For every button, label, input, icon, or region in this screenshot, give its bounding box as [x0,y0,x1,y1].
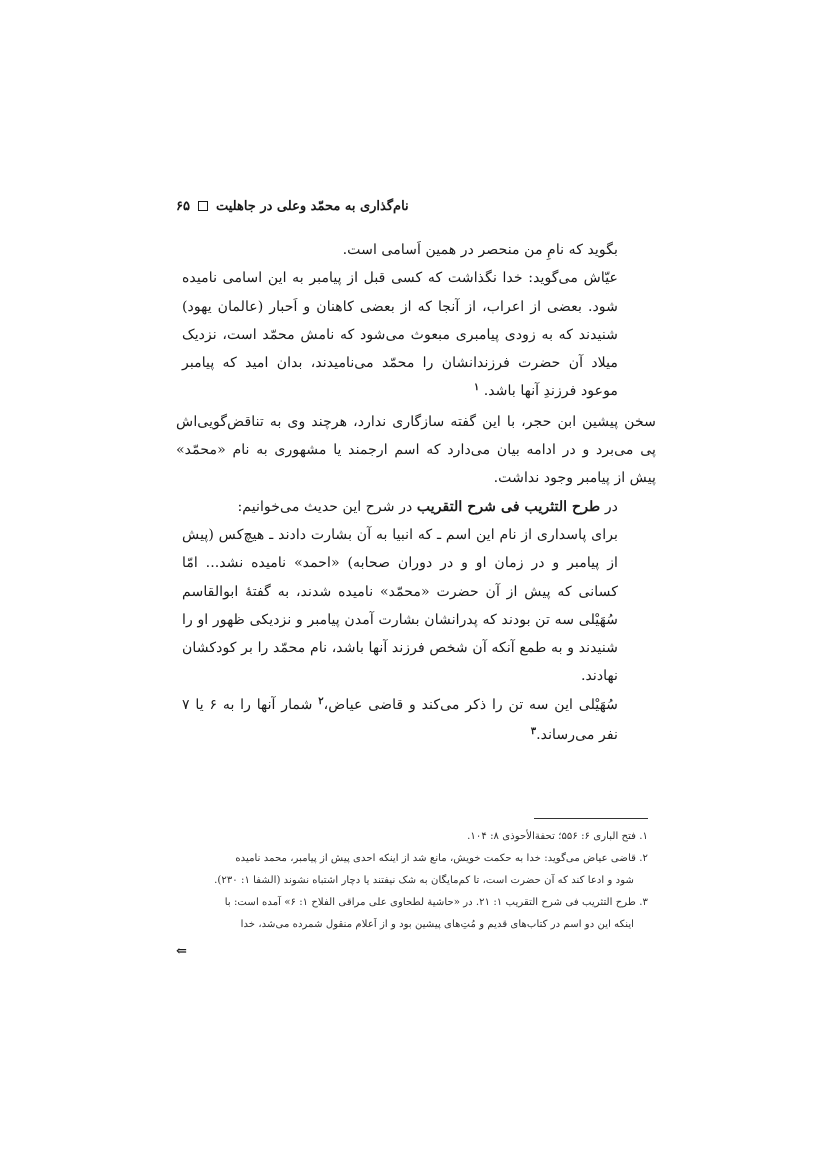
paragraph-3 [176,408,656,493]
footnote-1: ۱. فتح الباری ۶: ۵۵۶؛ تحفة‌الأحوذی ۸: ۱۰۴. [467,831,648,842]
footnote-divider [534,818,648,819]
paragraph-6 [176,691,656,752]
quote-line-1 [176,236,656,264]
running-title: نام‌گذاری به محمّد وعلی در جاهلیت [215,198,409,214]
main-text [176,236,656,751]
quote-paragraph-2 [176,264,656,407]
quote-text-5: برای پاسداری از نام این اسم ـ که انبیا به آن بشارت دادند ـ هیچ‌کس (پیش از پیامبر و در زمان او و در دوران صحابه) «احمد» نامیده نشد... امّا کسانی که پیش از آن حضرت «محمّد» نامیده شدند، به گفتهٔ ابوالقاسم سُهَیْلی سه تن بودند که پدرانشان بشارت آمدن پیامبر و نزدیکی ظهور او را شنیدند و به طمع آنکه آن شخص فرزند آنها باشد، نام محمّد را بر کودکشان نهادند. [182,526,618,685]
footnote-2-line-1: ۲. قاضی عیاض می‌گوید: خدا به حکمت خویش، مانع شد از اینکه احدی پیش از پیامبر، محمد نامیده [235,853,648,864]
paragraph-4-lead: در [604,498,618,515]
paragraph-3-text: سخن پیشین ابن حجر، با این گفته سازگاری ندارد، هرچند وی به تناقض‌گویی‌اش پی می‌برد و در ادامه بیان می‌دارد که اسم ارجمند یا مشهوری به نام «محمّد» پیش از پیامبر وجود نداشت. [176,413,656,487]
page-number: ۶۵ [176,198,190,214]
continue-arrow-icon: ⇐ [176,944,187,959]
quote-text-1: بگوید که نامِ من منحصر در همین اَسامی است. [342,242,618,258]
quote-paragraph-5 [176,521,656,691]
footnote-ref-2[interactable]: ۲ [318,695,324,707]
paragraph-4-tail: در شرح این حدیث می‌خوانیم: [237,498,413,515]
footnote-ref-1[interactable]: ۱ [473,382,480,394]
quote-text-2: عیّاش می‌گوید: خدا نگذاشت که کسی قبل از پیامبر به این اسامی نامیده شود. بعضی از اعراب، از آنجا که از بعضی کاهنان و اَحبار (عالمان یهود) شنیدند که به زودی پیامبری مبعوث می‌شود که نامش محمّد است، نزدیک میلاد آن حضرت فرزندانشان را محمّد می‌نامیدند، بدان امید که پیامبر موعود فرزندِ آنها باشد. [182,270,618,400]
footnotes [176,826,648,936]
paragraph-6-text-b: شمار آنها را به ۶ یا ۷ نفر می‌رساند. [182,696,618,744]
square-ornament-icon [198,201,208,211]
running-header [176,194,656,218]
paragraph-4 [176,493,656,521]
footnote-3-line-1: ۳. طرح التثریب فی شرح التقریب ۱: ۲۱. در «حاشیة لطحاوی علی مراقی الفلاح ۱: ۶» آمده است: با [224,897,648,908]
footnote-ref-3[interactable]: ۳ [530,726,537,738]
book-title-bold: طرح التثریب فی شرح التقریب [416,498,601,515]
paragraph-6-text-a: سُهَیْلی این سه تن را ذکر می‌کند و قاضی عیاض، [323,696,618,713]
footnote-3-line-2: اینکه این دو اسم در کتاب‌های قدیم و مُتِ‌های پیشین بود و از اَعلام منقول شمرده می‌شد، خدا [240,919,634,930]
footnote-2-line-2: شود و ادعا کند که آن حضرت است، تا کم‌مایگان به شک نیفتند یا دچار اشتباه نشوند (الشفا ۱: ۲۳۰). [214,875,634,886]
